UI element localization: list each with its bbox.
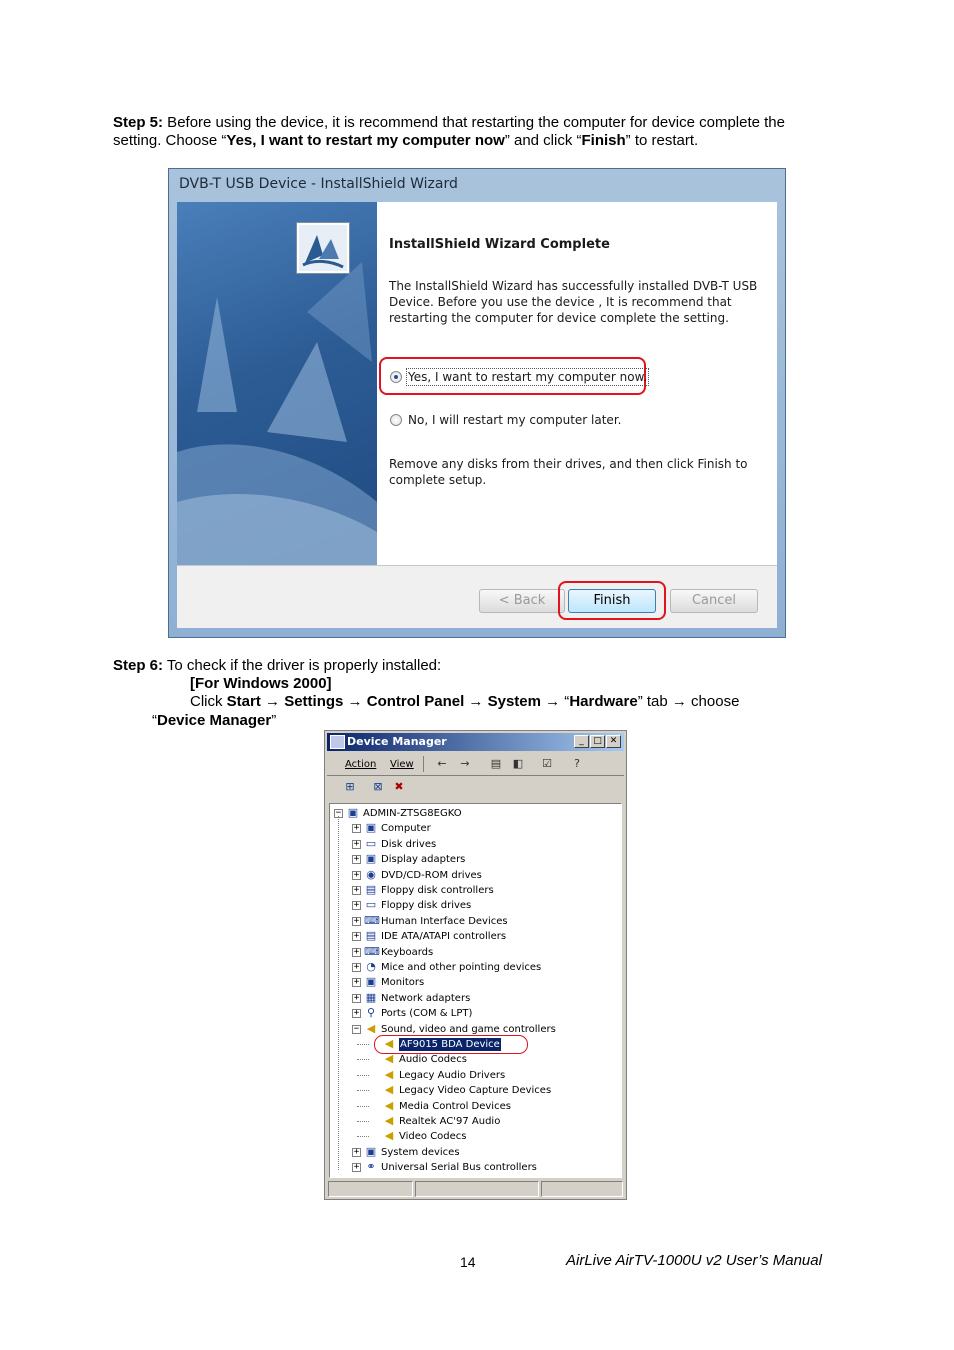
tree-category[interactable]	[330, 975, 619, 989]
tree-node-label[interactable]: Monitors	[381, 977, 425, 989]
speaker-icon: ◀	[384, 1098, 394, 1112]
scan-hardware-icon[interactable]: ⊞	[345, 780, 355, 793]
wizard-button-bar	[177, 565, 777, 628]
speaker-icon: ◀	[384, 1037, 394, 1050]
step5-line1: Step 5: Before using the device, it is recommend that restarting the computer for device complete the	[113, 114, 785, 131]
display-icon: ▣	[365, 852, 377, 866]
tree-node-label[interactable]: AF9015 BDA Device	[400, 1039, 500, 1050]
port-icon: ⚲	[366, 1006, 376, 1020]
tree-node-label[interactable]: Ports (COM & LPT)	[381, 1008, 473, 1020]
back-arrow-icon[interactable]: ←	[437, 757, 447, 770]
tree-branch-line	[357, 1075, 369, 1076]
cancel-button[interactable]: Cancel	[670, 589, 758, 613]
tree-node-label[interactable]: System devices	[381, 1146, 460, 1158]
radio-restart-later[interactable]	[390, 414, 402, 426]
tree-node-label[interactable]: Mice and other pointing devices	[381, 962, 542, 973]
tree-category[interactable]	[330, 914, 619, 928]
wizard-body-line-1: The InstallShield Wizard has successfully installed DVB-T USB	[389, 279, 758, 293]
toolbar-separator	[423, 756, 424, 772]
status-bar-cell-1	[328, 1181, 413, 1197]
expand-icon[interactable]: +	[353, 915, 360, 926]
tree-category[interactable]	[330, 960, 619, 974]
step5-line2: setting. Choose “Yes, I want to restart my computer now” and click “Finish” to restart.	[113, 132, 699, 149]
tree-branch-line	[357, 1090, 369, 1091]
tree-node-label[interactable]: Floppy disk controllers	[381, 885, 494, 896]
mouse-icon: ◔	[366, 960, 376, 973]
back-button[interactable]: < Back	[479, 589, 565, 613]
tree-category[interactable]	[330, 868, 619, 882]
device-manager-app-icon	[330, 735, 345, 749]
expand-icon[interactable]: +	[353, 838, 360, 849]
tree-branch-line	[357, 1044, 369, 1045]
up-folder-icon[interactable]: ▤	[490, 757, 502, 770]
disable-device-icon[interactable]: ⊠	[373, 780, 383, 793]
forward-arrow-icon[interactable]: →	[460, 757, 470, 770]
tree-device[interactable]	[330, 1068, 619, 1082]
tree-node-label[interactable]: IDE ATA/ATAPI controllers	[381, 931, 507, 943]
tree-node-label[interactable]: Floppy disk drives	[381, 900, 472, 912]
maximize-icon[interactable]: □	[590, 735, 605, 748]
tree-node-label[interactable]: DVD/CD-ROM drives	[381, 869, 482, 881]
step6-line1: Step 6: To check if the driver is properly installed:	[113, 657, 442, 674]
device-manager-window	[324, 730, 627, 1200]
network-icon: ▦	[365, 990, 377, 1004]
tree-node-label[interactable]: ADMIN-ZTSG8EGKO	[363, 808, 462, 819]
tree-category[interactable]	[330, 898, 619, 912]
tree-branch-line	[357, 1059, 369, 1060]
expand-icon[interactable]: +	[353, 946, 360, 957]
finish-button[interactable]: Finish	[568, 589, 656, 613]
expand-icon[interactable]: +	[353, 885, 360, 895]
tree-node-label[interactable]: Computer	[381, 823, 431, 835]
step6-label: Step 6:	[113, 657, 164, 674]
expand-icon[interactable]: +	[353, 823, 360, 834]
action-toolbar	[327, 776, 624, 798]
expand-icon[interactable]: +	[353, 1008, 360, 1019]
monitor-icon: ▣	[365, 975, 377, 989]
tree-category[interactable]	[330, 929, 619, 943]
expand-icon[interactable]: +	[353, 992, 360, 1003]
expand-icon[interactable]: +	[353, 1162, 360, 1173]
wizard-logo-icon	[297, 223, 349, 273]
restart-now-label[interactable]: Yes, I want to restart my computer now.	[408, 370, 648, 384]
tree-branch-line	[357, 1106, 369, 1107]
tree-node-label[interactable]: Audio Codecs	[399, 1054, 467, 1066]
tree-branch-line	[357, 1136, 369, 1137]
tree-category[interactable]	[330, 821, 619, 835]
computer-icon: ▣	[365, 821, 377, 835]
tree-node-label[interactable]: Keyboards	[381, 946, 434, 958]
tree-branch-line	[357, 1121, 369, 1122]
properties-icon[interactable]: ☑	[542, 757, 552, 770]
ide-icon: ▤	[365, 929, 377, 943]
tree-node-label[interactable]: Realtek AC'97 Audio	[399, 1116, 501, 1127]
page-number: 14	[460, 1254, 476, 1270]
tree-node-label[interactable]: Legacy Audio Drivers	[399, 1069, 506, 1081]
close-icon[interactable]: ✕	[606, 735, 621, 748]
tree-node-label[interactable]: Network adapters	[381, 992, 471, 1004]
device-tree	[329, 803, 622, 1178]
tree-category[interactable]	[330, 991, 619, 1005]
tree-device[interactable]	[330, 1129, 619, 1143]
tree-category[interactable]	[330, 945, 619, 959]
hid-icon: ⌨	[364, 913, 380, 927]
step5-paragraph	[113, 114, 843, 150]
status-bar-cell-2	[415, 1181, 539, 1197]
expand-icon[interactable]: +	[353, 854, 360, 865]
speaker-icon: ◀	[384, 1052, 394, 1066]
show-hide-tree-icon[interactable]: ◧	[512, 757, 524, 770]
tree-device[interactable]	[330, 1083, 619, 1097]
speaker-icon: ◀	[384, 1129, 394, 1143]
expand-icon[interactable]: +	[353, 977, 360, 988]
tree-node-label[interactable]: Legacy Video Capture Devices	[399, 1085, 552, 1097]
tree-node-label[interactable]: Sound, video and game controllers	[381, 1023, 556, 1035]
tree-device[interactable]	[330, 1114, 619, 1128]
tree-node-label[interactable]: Human Interface Devices	[381, 915, 508, 927]
expand-icon[interactable]: +	[353, 869, 360, 880]
expand-icon[interactable]: +	[353, 900, 360, 911]
tree-device[interactable]	[330, 1052, 619, 1066]
minimize-icon[interactable]: _	[574, 735, 589, 748]
computer-icon: ▣	[365, 1144, 377, 1158]
menu-view[interactable]: View	[390, 759, 414, 770]
tree-node-label[interactable]: Universal Serial Bus controllers	[381, 1162, 537, 1174]
manual-title: AirLive AirTV-1000U v2 User’s Manual	[566, 1252, 822, 1269]
wizard-remove-line-2: complete setup.	[389, 473, 487, 487]
speaker-icon: ◀	[366, 1021, 376, 1035]
collapse-icon[interactable]: −	[353, 1023, 360, 1034]
tree-device[interactable]	[330, 1099, 619, 1113]
tree-category[interactable]	[330, 1022, 619, 1036]
device-manager-title: Device Manager	[347, 735, 447, 748]
tree-guide-line	[338, 816, 339, 1170]
tree-node-label[interactable]: Display adapters	[381, 854, 466, 866]
radio-restart-now[interactable]	[390, 371, 402, 383]
step6-path-line: Click Start → Settings → Control Panel → System → “Hardware” tab → choose	[190, 693, 740, 710]
controller-icon: ▤	[365, 883, 377, 896]
expand-icon[interactable]: +	[353, 1146, 360, 1157]
cdrom-icon: ◉	[366, 867, 376, 881]
keyboard-icon: ⌨	[364, 944, 380, 958]
root-icon: ▣	[347, 806, 359, 819]
uninstall-device-icon[interactable]: ✖	[394, 780, 404, 793]
tree-category[interactable]	[330, 1145, 619, 1159]
wizard-content-panel	[377, 202, 777, 565]
expand-icon[interactable]: +	[353, 962, 360, 972]
status-bar-cell-3	[541, 1181, 623, 1197]
wizard-title: DVB-T USB Device - InstallShield Wizard	[179, 176, 458, 192]
usb-icon: ⚭	[366, 1160, 376, 1174]
wizard-heading: InstallShield Wizard Complete	[389, 237, 610, 252]
wizard-body-line-3: restarting the computer for device complete the setting.	[389, 311, 729, 325]
tree-root[interactable]	[330, 806, 619, 820]
floppy-icon: ▭	[365, 898, 377, 912]
expand-icon[interactable]: +	[353, 931, 360, 942]
tree-category[interactable]	[330, 852, 619, 866]
wizard-body-line-2: Device. Before you use the device , It is recommend that	[389, 295, 732, 309]
speaker-icon: ◀	[384, 1083, 394, 1097]
speaker-icon: ◀	[384, 1114, 394, 1127]
menu-action[interactable]: Action	[345, 759, 377, 770]
tree-node-label[interactable]: Video Codecs	[399, 1131, 467, 1143]
highlight-af9015-device	[374, 1035, 528, 1054]
tree-node-label[interactable]: Media Control Devices	[399, 1100, 511, 1112]
speaker-icon: ◀	[384, 1067, 394, 1081]
installshield-wizard-window	[168, 168, 786, 638]
device-manager-titlebar	[327, 733, 624, 751]
tree-category[interactable]	[330, 837, 619, 851]
step6-device-manager-line: “Device Manager”	[152, 712, 277, 729]
step5-label: Step 5:	[113, 114, 164, 131]
step6-windows-heading: [For Windows 2000]	[190, 675, 332, 692]
collapse-icon[interactable]: −	[335, 808, 342, 818]
tree-category[interactable]	[330, 1160, 619, 1174]
tree-category[interactable]	[330, 1006, 619, 1020]
restart-later-label[interactable]: No, I will restart my computer later.	[408, 413, 622, 427]
help-icon[interactable]: ?	[574, 757, 580, 770]
disk-icon: ▭	[365, 836, 377, 850]
tree-node-label[interactable]: Disk drives	[381, 838, 437, 850]
menu-toolbar	[327, 753, 624, 776]
tree-category[interactable]	[330, 883, 619, 897]
wizard-remove-line-1: Remove any disks from their drives, and then click Finish to	[389, 457, 748, 471]
